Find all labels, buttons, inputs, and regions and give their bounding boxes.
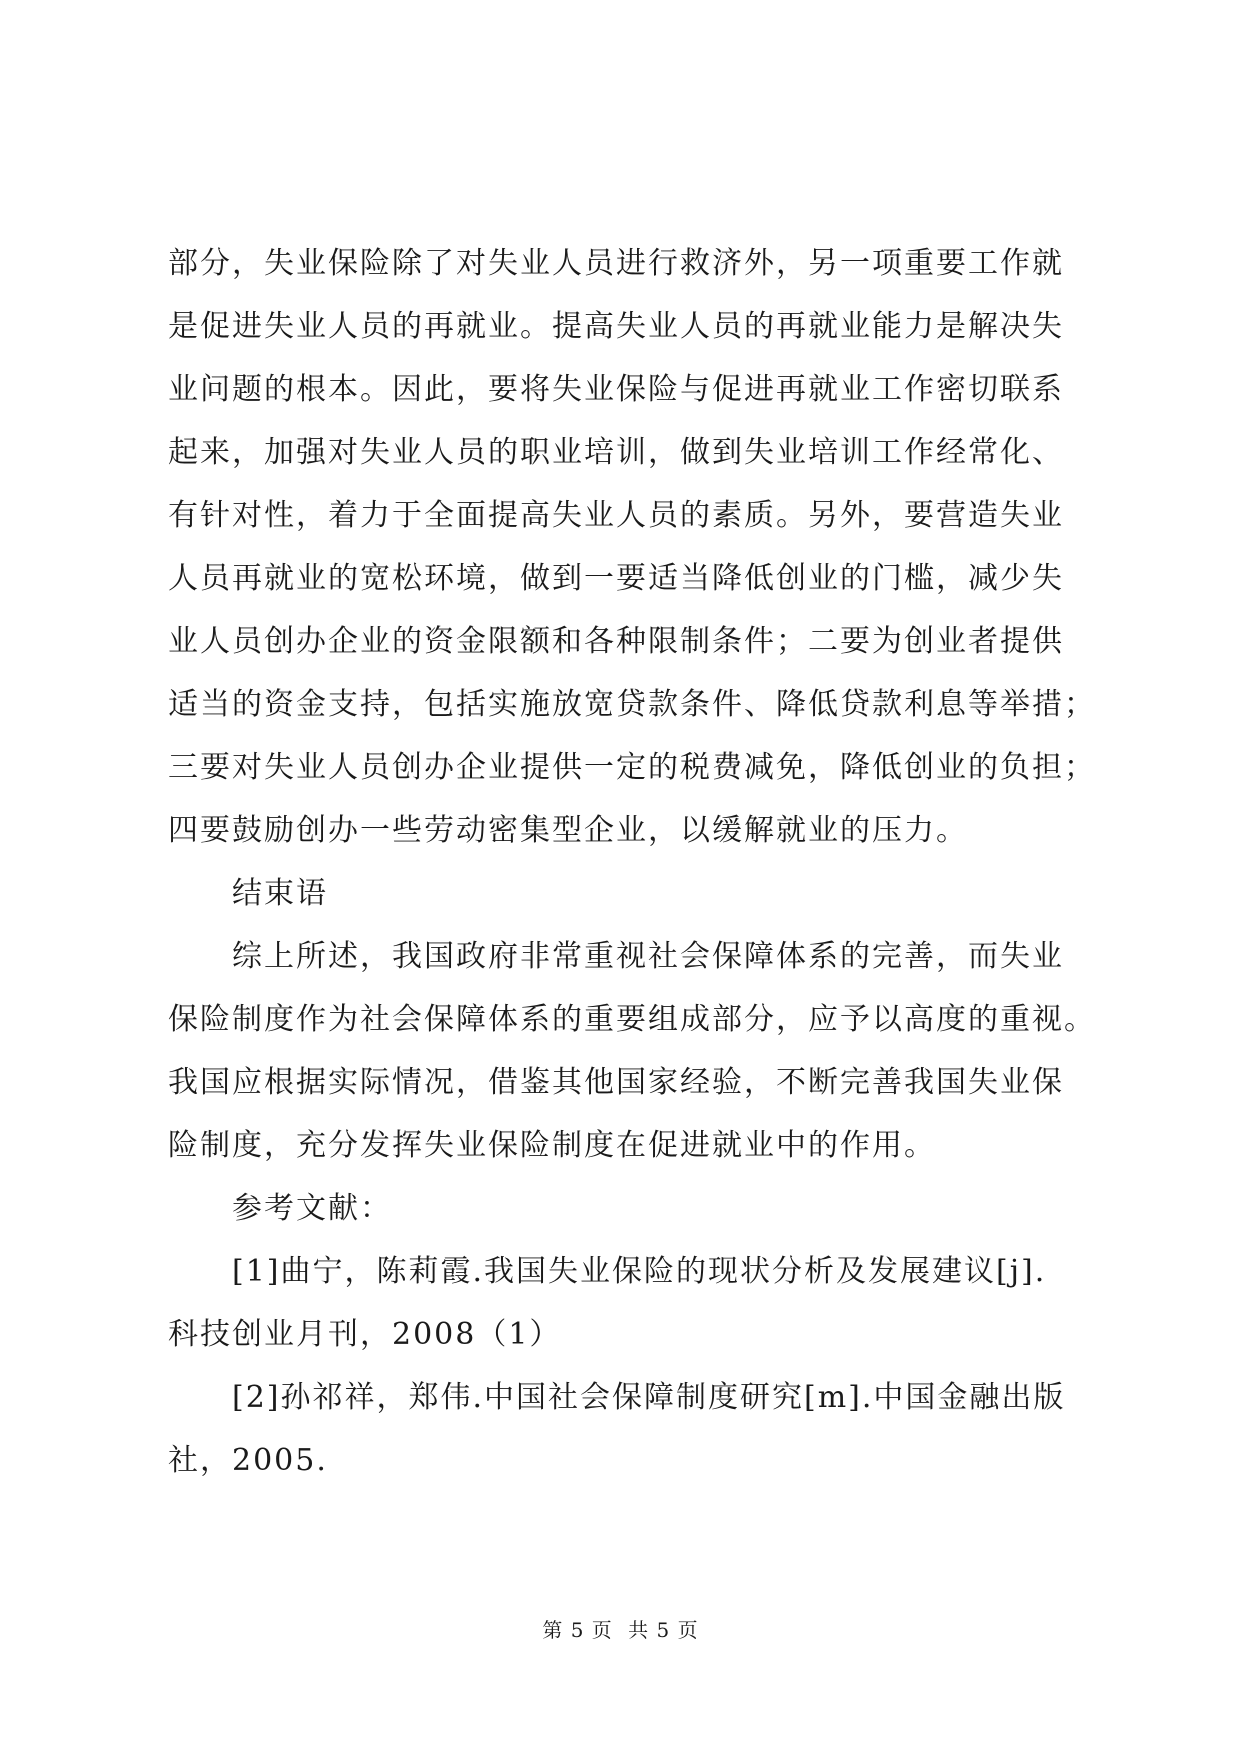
paragraph-employment-measures xyxy=(168,232,1096,862)
heading-conclusion: 结束语 xyxy=(232,876,328,911)
text-line: 人员再就业的宽松环境，做到一要适当降低创业的门槛，减少失 xyxy=(168,561,1064,596)
text-line: 三要对失业人员创办企业提供一定的税费减免，降低创业的负担； xyxy=(168,750,1096,785)
text-line: 社，2005. xyxy=(168,1443,328,1478)
page-number-total: 共 5 页 xyxy=(628,1618,699,1642)
document-body xyxy=(168,232,1096,1492)
text-line: 险制度，充分发挥失业保险制度在促进就业中的作用。 xyxy=(168,1128,936,1163)
page-footer xyxy=(0,1614,1241,1643)
text-line: 有针对性，着力于全面提高失业人员的素质。另外，要营造失业 xyxy=(168,498,1064,533)
heading-references: 参考文献： xyxy=(232,1191,392,1226)
page-number-current: 第 5 页 xyxy=(542,1618,613,1642)
text-line: 保险制度作为社会保障体系的重要组成部分，应予以高度的重视。 xyxy=(168,1002,1096,1037)
text-line: 业问题的根本。因此，要将失业保险与促进再就业工作密切联系 xyxy=(168,372,1064,407)
text-line: [2]孙祁祥，郑伟.中国社会保障制度研究[m].中国金融出版 xyxy=(232,1380,1066,1415)
reference-item-2 xyxy=(168,1366,1080,1492)
text-line: 部分，失业保险除了对失业人员进行救济外，另一项重要工作就 xyxy=(168,246,1064,281)
text-line: 业人员创办企业的资金限额和各种限制条件；二要为创业者提供 xyxy=(168,624,1064,659)
text-line: 四要鼓励创办一些劳动密集型企业，以缓解就业的压力。 xyxy=(168,813,968,848)
text-line: [1]曲宁，陈莉霞.我国失业保险的现状分析及发展建议[j]. xyxy=(232,1254,1047,1289)
text-line: 综上所述，我国政府非常重视社会保障体系的完善，而失业 xyxy=(232,939,1064,974)
text-line: 起来，加强对失业人员的职业培训，做到失业培训工作经常化、 xyxy=(168,435,1064,470)
reference-item-1 xyxy=(168,1240,1080,1366)
text-line: 科技创业月刊，2008（1） xyxy=(168,1317,562,1352)
text-line: 我国应根据实际情况，借鉴其他国家经验，不断完善我国失业保 xyxy=(168,1065,1064,1100)
text-line: 是促进失业人员的再就业。提高失业人员的再就业能力是解决失 xyxy=(168,309,1064,344)
text-line: 适当的资金支持，包括实施放宽贷款条件、降低贷款利息等举措； xyxy=(168,687,1096,722)
paragraph-conclusion xyxy=(168,925,1096,1177)
